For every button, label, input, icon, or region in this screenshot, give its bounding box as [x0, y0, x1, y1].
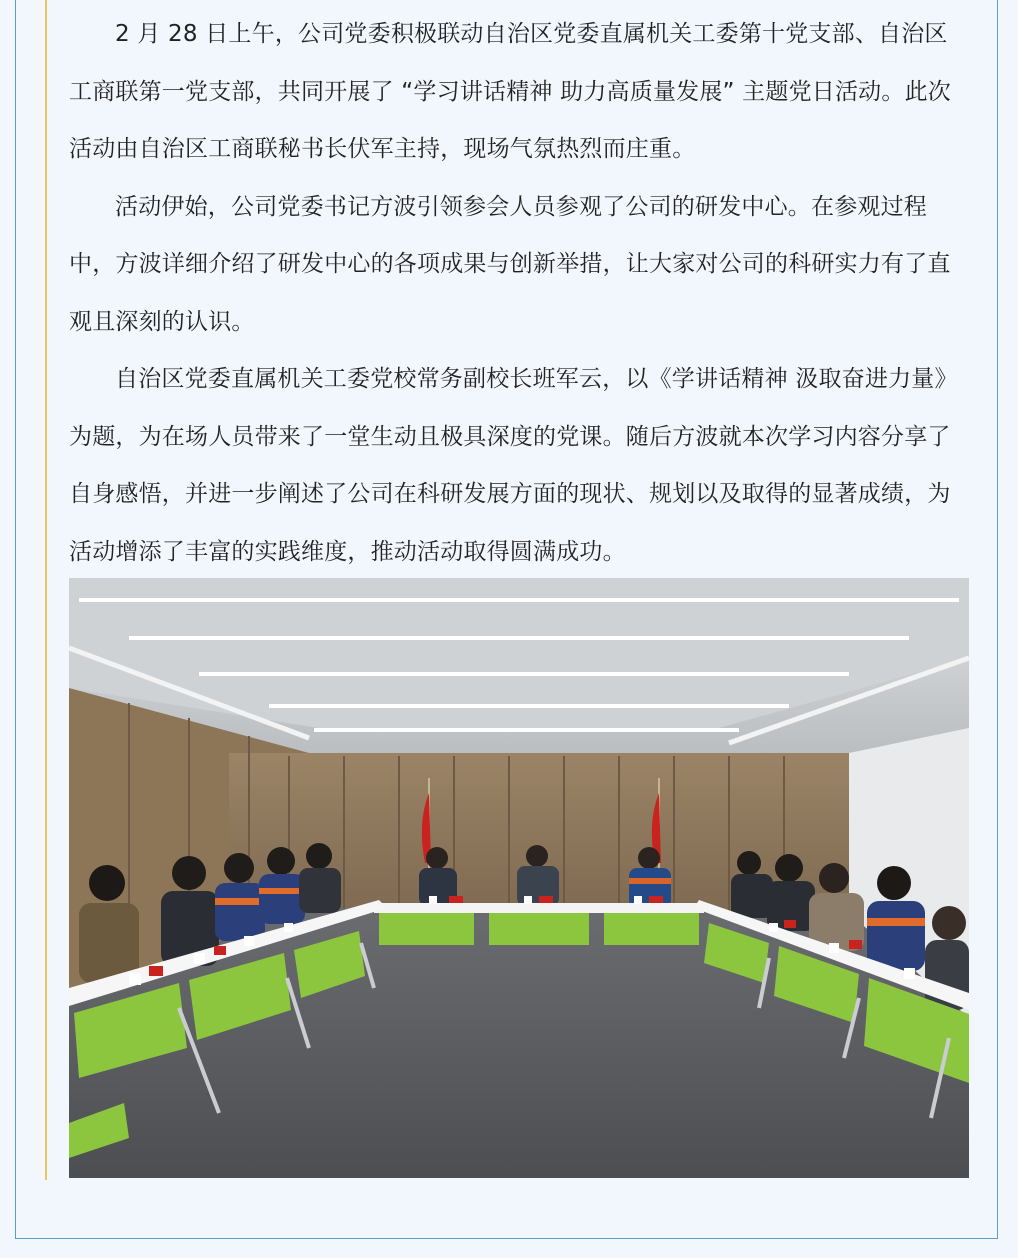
accent-rule: [45, 0, 47, 1180]
article-body: [69, 6, 969, 581]
paragraph-2: 活动伊始，公司党委书记方波引领参会人员参观了公司的研发中心。在参观过程中，方波详细介绍了研发中心的各项成果与创新举措，让大家对公司的科研实力有了直观且深刻的认识。: [69, 193, 951, 335]
meeting-photo: [69, 578, 969, 1178]
paragraph-1: 2 月 28 日上午，公司党委积极联动自治区党委直属机关工委第十党支部、自治区工商联第一党支部，共同开展了 “学习讲话精神 助力高质量发展” 主题党日活动。此次活动由自治区工商联秘书长伏军主持，现场气氛热烈而庄重。: [69, 21, 951, 162]
paragraph-3: 自治区党委直属机关工委党校常务副校长班军云，以《学讲话精神 汲取奋进力量》为题，为在场人员带来了一堂生动且极具深度的党课。随后方波就本次学习内容分享了自身感悟，并进一步阐述了公司在科研发展方面的现状、规划以及取得的显著成绩，为活动增添了丰富的实践维度，推动活动取得圆满成功。: [69, 366, 958, 565]
